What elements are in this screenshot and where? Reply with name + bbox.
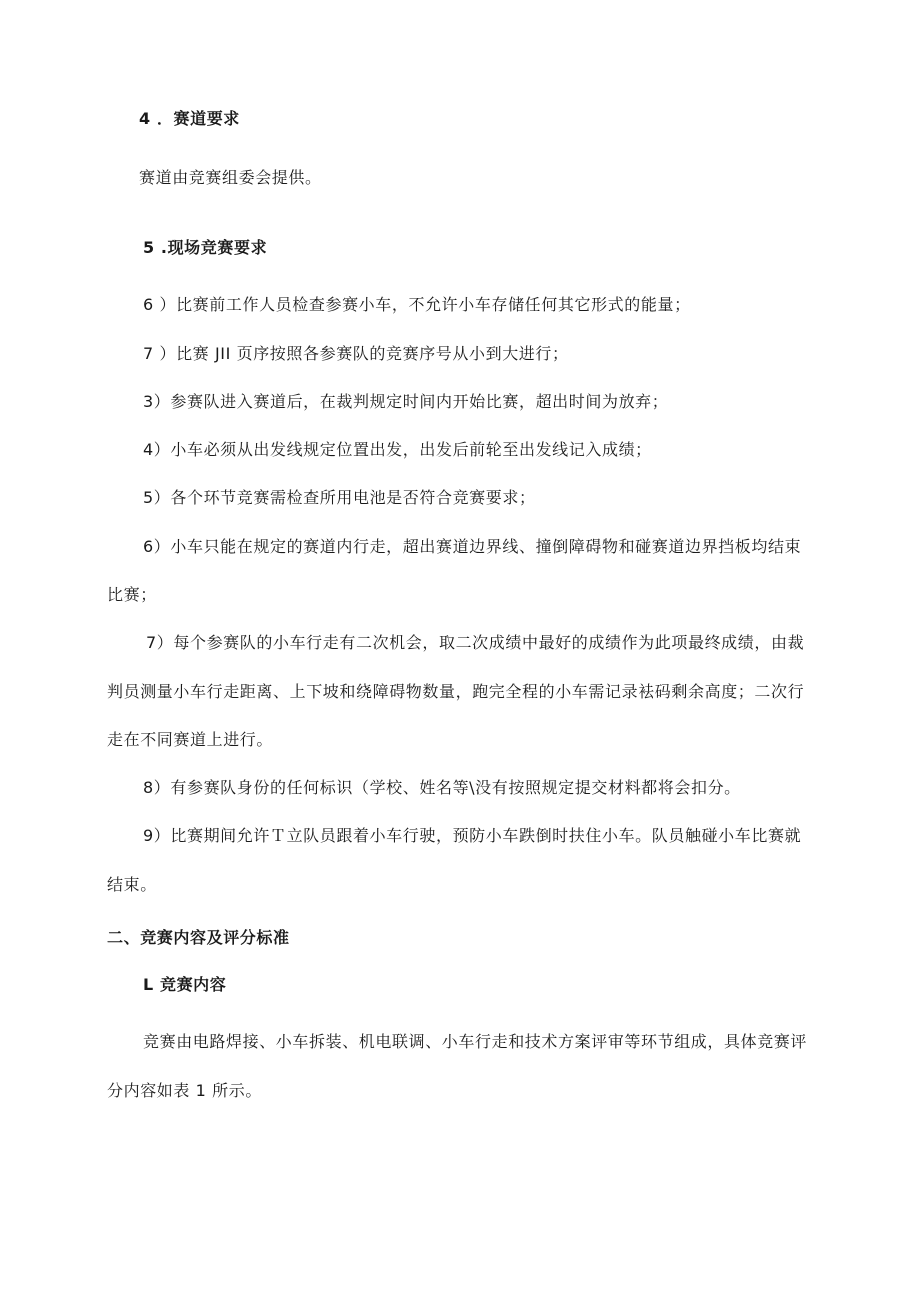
- list-item-4: 4）小车必须从出发线规定位置出发，出发后前轮至出发线记入成绩；: [143, 440, 652, 459]
- list-item-7-line-3: 走在不同赛道上进行。: [107, 730, 274, 749]
- list-item-7-line-1: 7）每个参赛队的小车行走有二次机会，取二次成绩中最好的成绩作为此项最终成绩，由裁: [146, 633, 805, 652]
- list-item-5: 5）各个环节竞赛需检查所用电池是否符合竞赛要求；: [143, 488, 536, 507]
- list-item-6-line-2: 比赛；: [107, 585, 157, 604]
- heading-track-requirements: 4 ．赛道要求: [139, 109, 240, 128]
- list-item-2: 7 ）比赛 JII 页序按照各参赛队的竞赛序号从小到大进行；: [143, 344, 569, 363]
- section-heading-competition-content: 二、竞赛内容及评分标准: [107, 928, 290, 947]
- paragraph-content-line-1: 竞赛由电路焊接、小车拆装、机电联调、小车行走和技术方案评审等环节组成，具体竞赛评: [143, 1032, 808, 1051]
- list-item-7-line-2: 判员测量小车行走距离、上下坡和绕障碍物数量，跑完全程的小车需记录袪码剩余高度；二次行: [107, 682, 805, 701]
- paragraph-content-line-2: 分内容如表 1 所示。: [107, 1081, 262, 1100]
- list-item-9-line-1: 9）比赛期间允许Ｔ立队员跟着小车行驶，预防小车跌倒时扶住小车。队员触碰小车比赛就: [143, 826, 802, 845]
- list-item-9-line-2: 结束。: [107, 875, 157, 894]
- list-item-6-line-1: 6）小车只能在规定的赛道内行走，超出赛道边界线、撞倒障碍物和碰赛道边界挡板均结束: [143, 537, 802, 556]
- list-item-8: 8）有参赛队身份的任何标识（学校、姓名等\没有按照规定提交材料都将会扣分。: [143, 778, 741, 797]
- list-item-3: 3）参赛队进入赛道后，在裁判规定时间内开始比赛，超出时间为放弃；: [143, 392, 669, 411]
- paragraph-track-provided: 赛道由竞赛组委会提供。: [139, 168, 322, 187]
- subheading-competition-content: L 竞赛内容: [143, 975, 227, 994]
- heading-onsite-requirements: 5 .现场竞赛要求: [143, 238, 268, 257]
- list-item-1: 6 ）比赛前工作人员检查参赛小车，不允许小车存储任何其它形式的能量；: [143, 295, 691, 314]
